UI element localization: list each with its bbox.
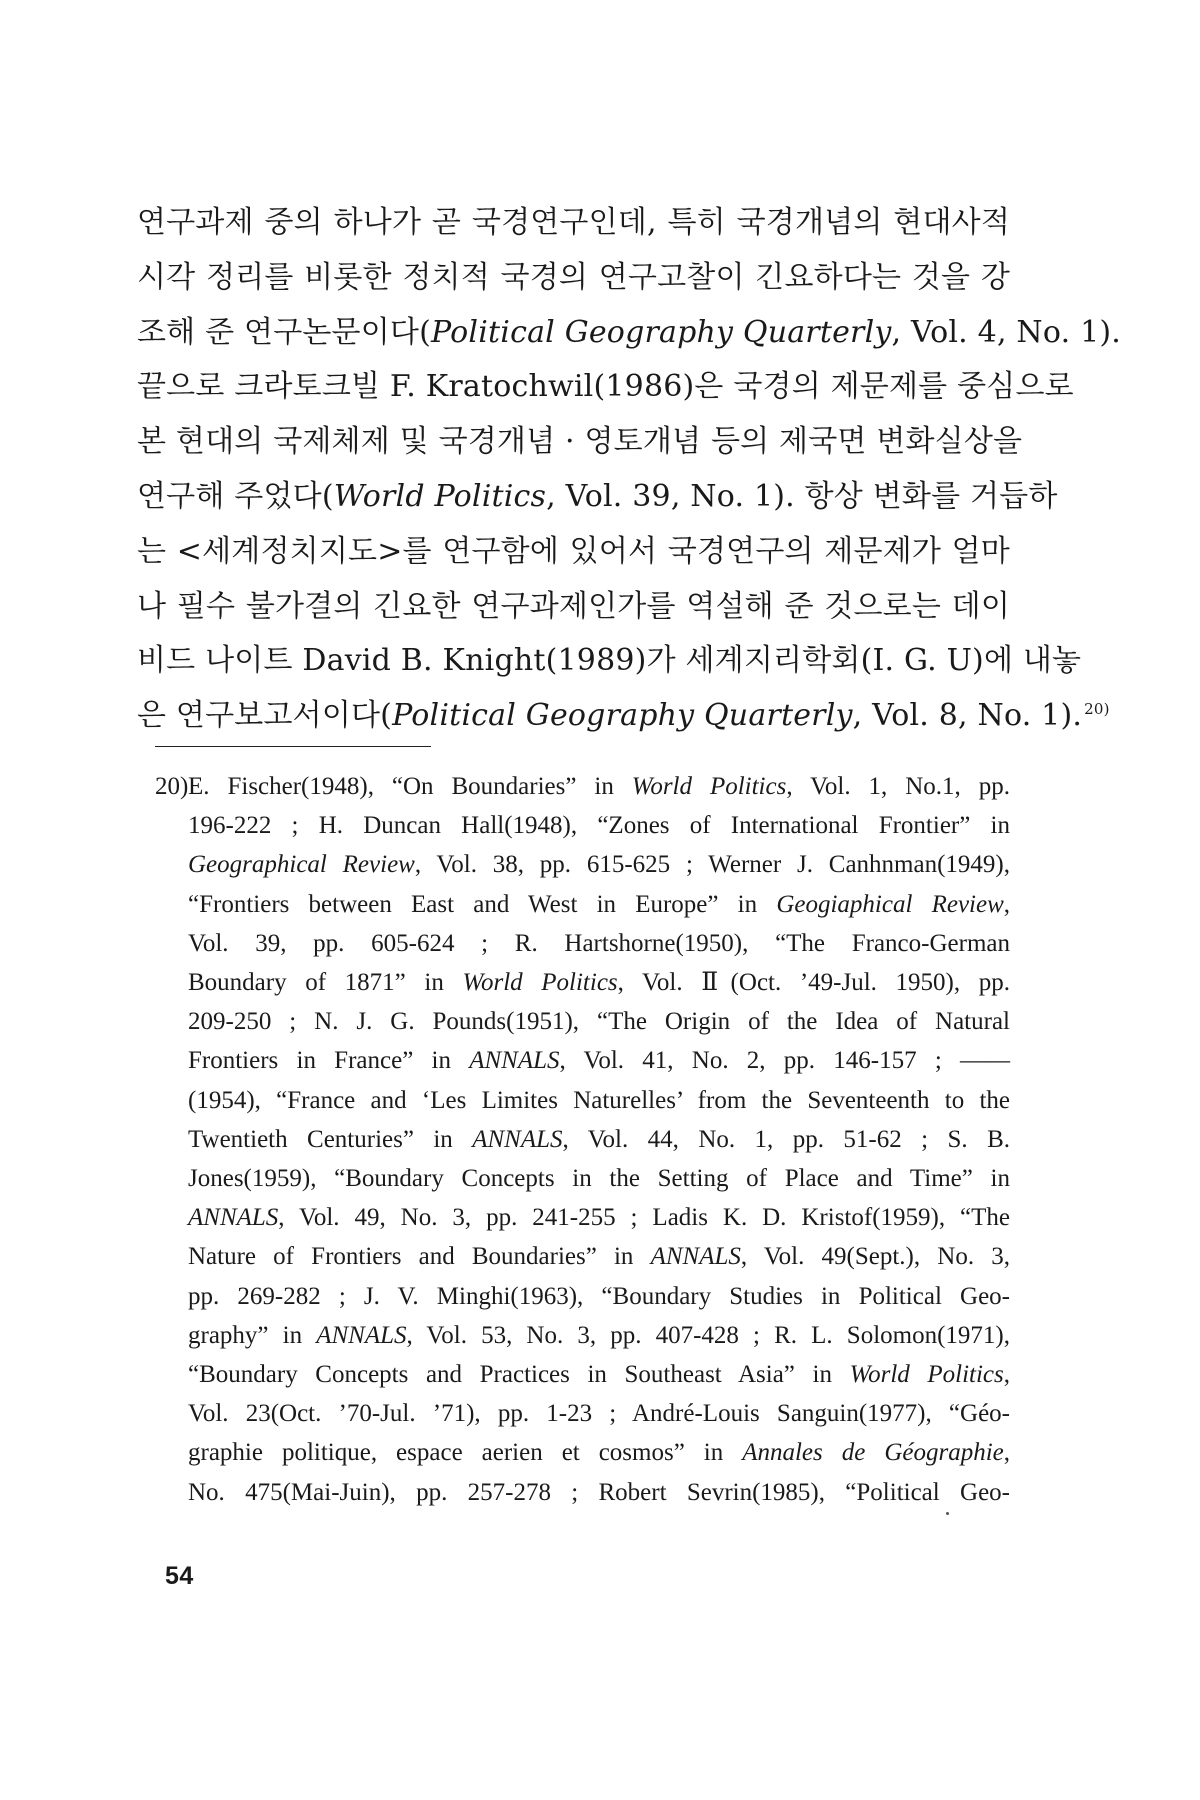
- footnote-line: graphy” in ANNALS, Vol. 53, No. 3, pp. 407-428 ; R. L. Solomon(1971),: [188, 1321, 1010, 1349]
- footnote-line: Jones(1959), “Boundary Concepts in the Setting of Place and Time” in: [188, 1165, 1010, 1193]
- footnote-line: Vol. 39, pp. 605-624 ; R. Hartshorne(1950), “The Franco-German: [188, 929, 1010, 957]
- footnote-reference-marker[interactable]: 20): [1084, 700, 1110, 719]
- footnote-line: graphie politique, espace aerien et cosmos” in Annales de Géographie,: [188, 1439, 1010, 1467]
- body-line: 나 필수 불가결의 긴요한 연구과제인가를 역설해 준 것으로는 데이: [137, 588, 1010, 624]
- footnote-line: Vol. 23(Oct. ’70-Jul. ’71), pp. 1-23 ; André-Louis Sanguin(1977), “Géo-: [188, 1400, 1010, 1428]
- footnote-20: [155, 767, 1010, 1512]
- footnote-line: “Boundary Concepts and Practices in Southeast Asia” in World Politics,: [188, 1361, 1011, 1389]
- footnote-line: Boundary of 1871” in World Politics, Vol. Ⅱ(Oct. ’49-Jul. 1950), pp.: [188, 969, 1010, 997]
- body-line: 연구과제 중의 하나가 곧 국경연구인데, 특히 국경개념의 현대사적: [137, 205, 1010, 240]
- footnote-line: 196-222 ; H. Duncan Hall(1948), “Zones of International Frontier” in: [188, 812, 1010, 840]
- page-number: 54: [165, 1562, 194, 1590]
- footnote-line: Geographical Review, Vol. 38, pp. 615-625 ; Werner J. Canhnman(1949),: [188, 851, 1010, 879]
- body-line: 는 <세계정치지도>를 연구함에 있어서 국경연구의 제문제가 얼마: [137, 533, 1010, 569]
- body-line: 비드 나이트 David B. Knight(1989)가 세계지리학회(I. G. U)에 내놓: [137, 643, 1082, 679]
- footnote-line: pp. 269-282 ; J. V. Minghi(1963), “Boundary Studies in Political Geo-: [188, 1282, 1010, 1310]
- footnote-line: Twentieth Centuries” in ANNALS, Vol. 44, No. 1, pp. 51-62 ; S. B.: [188, 1125, 1010, 1153]
- body-line: 조해 준 연구논문이다(Political Geography Quarterly, Vol. 4, No. 1).: [137, 314, 1122, 350]
- footnote-line: “Frontiers between East and West in Europe” in Geogiaphical Review,: [188, 890, 1011, 918]
- footnote-number: 20): [155, 773, 189, 800]
- footnote-line: (1954), “France and ‘Les Limites Naturelles’ from the Seventeenth to the: [188, 1086, 1010, 1114]
- footnote-line: Frontiers in France” in ANNALS, Vol. 41, No. 2, pp. 146-157 ; ――: [188, 1047, 1010, 1075]
- footnote-line: 209-250 ; N. J. G. Pounds(1951), “The Origin of the Idea of Natural: [188, 1008, 1010, 1036]
- body-line: 시각 정리를 비롯한 정치적 국경의 연구고찰이 긴요하다는 것을 강: [137, 259, 1010, 295]
- footnote-line: No. 475(Mai-Juin), pp. 257-278 ; Robert Sevrin(1985), “Political Geo-: [188, 1478, 1010, 1506]
- body-line: 은 연구보고서이다(Political Geography Quarterly, Vol. 8, No. 1). $^{20)}$: [137, 698, 1110, 734]
- body-line: 본 현대의 국제체제 및 국경개념 · 영토개념 등의 제국면 변화실상을: [137, 424, 1023, 460]
- body-line: 연구해 주었다(World Politics, Vol. 39, No. 1). 항상 변화를 거듭하: [137, 478, 1058, 514]
- scan-speck: [946, 1512, 949, 1515]
- footnote-line: E. Fischer(1948), “On Boundaries” in World Politics, Vol. 1, No.1, pp.: [188, 773, 1010, 800]
- footnote-divider: [155, 746, 431, 747]
- footnote-text: [188, 767, 1010, 1512]
- footnote-line: Nature of Frontiers and Boundaries” in ANNALS, Vol. 49(Sept.), No. 3,: [188, 1243, 1010, 1271]
- body-line: 끝으로 크라토크빌 F. Kratochwil(1986)은 국경의 제문제를 중심으로: [137, 369, 1074, 405]
- body-paragraph: [137, 196, 1122, 744]
- footnote-line: ANNALS, Vol. 49, No. 3, pp. 241-255 ; Ladis K. D. Kristof(1959), “The: [188, 1204, 1010, 1232]
